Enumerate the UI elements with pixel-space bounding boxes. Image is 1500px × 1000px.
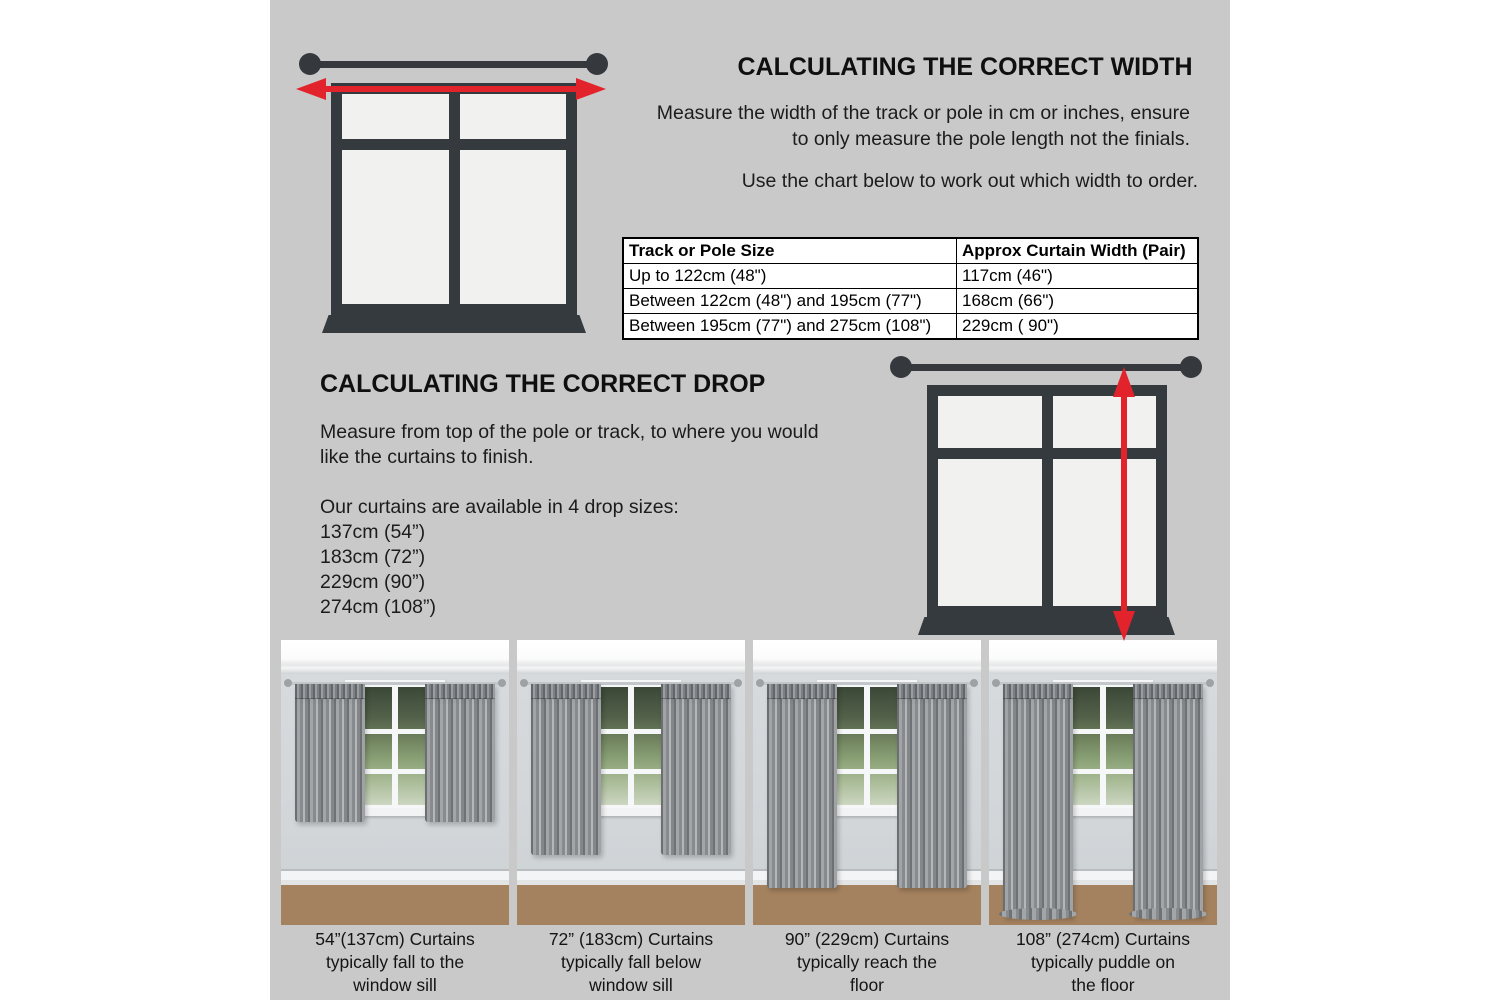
drop-measure-arrow-icon [1110,366,1138,642]
glazing-bar [1100,687,1106,805]
caption-line: typically fall to the [325,952,465,972]
drop-size-item: 137cm (54”) [320,521,426,543]
track-size-cell: Between 195cm (77") and 275cm (108") [623,314,957,340]
spacer [320,470,880,495]
drop-size-item: 229cm (90”) [320,571,426,593]
window-sill [322,315,586,333]
photo-caption-54in [281,928,509,997]
curtain-photo-54in [281,640,509,925]
wood-floor [281,885,509,925]
caption-line: typically puddle on [1031,952,1175,972]
finial-icon [890,356,912,378]
curtain-pole-illustration [900,364,1192,371]
ceiling-cornice [989,640,1217,674]
drop-intro-text [320,420,880,620]
curtain-width-cell: 168cm (66") [957,289,1199,314]
drop-size-item: 274cm (108”) [320,596,436,618]
caption-line: floor [849,975,885,995]
glazing-bar [392,687,398,805]
finial-icon [1180,356,1202,378]
table-row [623,314,1198,340]
window-mullion [1042,396,1053,606]
glazing-bar [628,687,634,805]
ceiling-cornice [281,640,509,674]
chart-note-text: Use the chart below to work out which width to order. [741,170,1198,192]
curtain-left [531,684,601,855]
finial-icon [299,53,321,75]
curtain-left [295,684,365,822]
wood-floor [517,885,745,925]
caption-line: window sill [589,975,673,995]
window-illustration [331,83,577,315]
drop-size-item: 183cm (72”) [320,546,426,568]
caption-line: 54”(137cm) Curtains [315,929,475,949]
glazing-bar [864,687,870,805]
skirting-board [517,869,745,885]
curtain-width-cell: 117cm (46") [957,264,1199,289]
curtain-photo-72in [517,640,745,925]
caption-line: 90” (229cm) Curtains [784,929,950,949]
table-row [623,264,1198,289]
width-section-heading: CALCULATING THE CORRECT WIDTH [737,53,1193,81]
track-size-cell: Between 122cm (48") and 195cm (77") [623,289,957,314]
width-intro-line: to only measure the pole length not the finials. [792,128,1190,150]
curtain-right [425,684,495,822]
curtain-photo-108in [989,640,1217,925]
caption-line: typically fall below [560,952,702,972]
curtain-right [661,684,731,855]
table-header-row [623,238,1198,264]
curtain-left [1003,684,1073,917]
track-size-cell: Up to 122cm (48") [623,264,957,289]
window-mullion [449,94,460,304]
photo-caption-72in [517,928,745,997]
width-intro-text [570,100,1190,152]
skirting-board [281,869,509,885]
caption-line: typically reach the [796,952,938,972]
size-chart-table [622,237,1199,340]
infographic-canvas [270,0,1230,1000]
table-row [623,289,1198,314]
drop-intro-line: Measure from top of the pole or track, to where you would [320,421,819,443]
caption-line: 108” (274cm) Curtains [1015,929,1191,949]
col-header-curtain-width: Approx Curtain Width (Pair) [957,238,1199,264]
photo-caption-108in [989,928,1217,997]
finial-icon [586,53,608,75]
curtain-photo-90in [753,640,981,925]
drop-sizes-label: Our curtains are available in 4 drop sizes: [320,496,679,518]
drop-section-heading: CALCULATING THE CORRECT DROP [320,370,766,398]
ceiling-cornice [517,640,745,674]
curtain-left [767,684,837,888]
curtain-right [897,684,967,888]
curtain-pole-illustration [309,61,598,68]
caption-line: 72” (183cm) Curtains [548,929,714,949]
width-measure-arrow-icon [295,75,607,103]
wood-floor [753,885,981,925]
curtain-width-cell: 229cm ( 90") [957,314,1199,340]
ceiling-cornice [753,640,981,674]
caption-line: the floor [1071,975,1135,995]
curtain-right [1133,684,1203,917]
width-intro-line: Measure the width of the track or pole in cm or inches, ensure [656,102,1190,124]
caption-line: window sill [353,975,437,995]
col-header-track-size: Track or Pole Size [623,238,957,264]
photo-caption-90in [753,928,981,997]
drop-intro-line: like the curtains to finish. [320,446,534,468]
